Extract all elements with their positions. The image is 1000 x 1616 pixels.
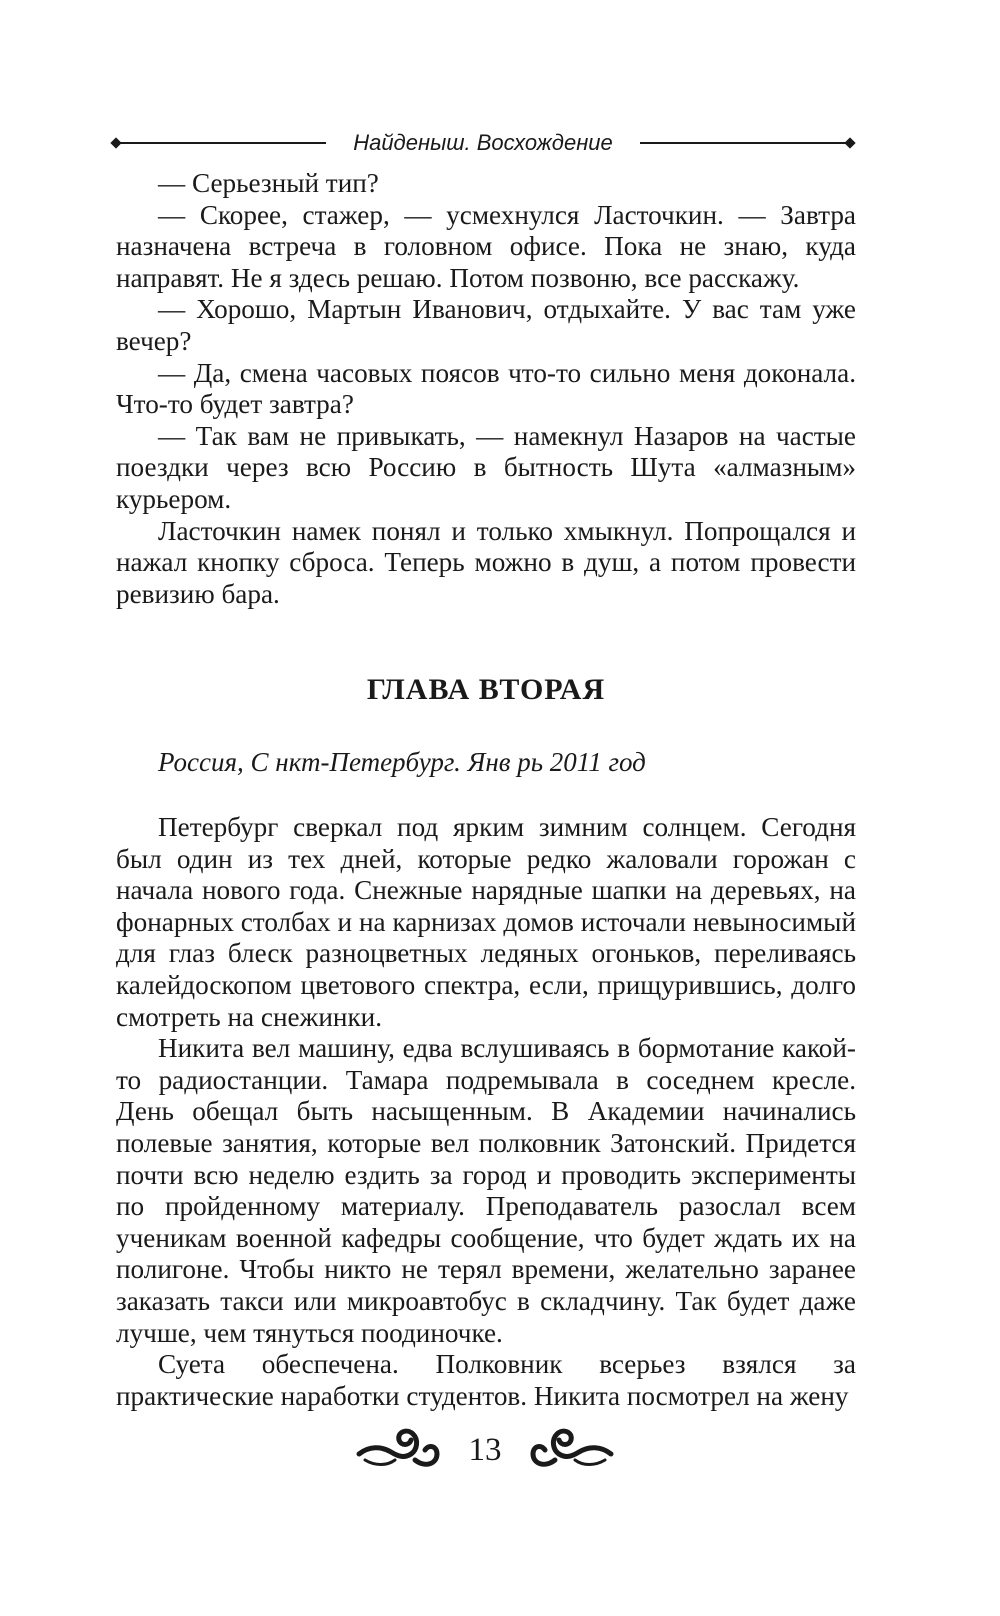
text-block-1: [116, 168, 856, 610]
chapter-title: ГЛАВА ВТОРАЯ: [366, 673, 606, 706]
paragraph: Суета обеспечена. Полковник всерьез взялся за практические наработки студентов. Никита посмотрел на жену: [116, 1349, 856, 1411]
text-block-2: [116, 812, 856, 1412]
paragraph: Ласточкин намек понял и только хмыкнул. Попрощался и нажал кнопку сброса. Теперь можно в душ, а потом провести ревизию бара.: [116, 515, 856, 609]
paragraph: — Скорее, стажер, — усмехнулся Ласточкин. — Завтра назначена встреча в головном офисе. Пока не знаю, куда направят. Не я здесь решаю. Потом позвоню, все расскажу.: [116, 199, 856, 293]
paragraph: — Да, смена часовых поясов что-то сильно меня доконала. Что-то будет завтра?: [116, 357, 856, 420]
paragraph: — Серьезный тип?: [158, 168, 379, 198]
running-title: Найденыш. Восхождение: [353, 130, 613, 155]
header-right-rule: [640, 142, 848, 144]
right-scroll-ornament-icon: [530, 1420, 615, 1480]
header-left-rule: [118, 142, 326, 144]
paragraph: Петербург сверкал под ярким зимним солнцем. Сегодня был один из тех дней, которые редко жаловали горожан с начала нового года. Снежные нарядные шапки на деревьях, на фонарных столбах и на карнизах домов источали невыносимый для глаз блеск разноцветных ледяных огоньков, переливаясь калейдоскопом цветового спектра, если, прищурившись, долго смотреть на снежинки.: [116, 812, 856, 1032]
chapter-epigraph: Россия, С нкт-Петербург. Янв рь 2011 год: [158, 747, 646, 777]
paragraph: — Хорошо, Мартын Иванович, отдыхайте. У вас там уже вечер?: [116, 294, 856, 356]
paragraph: — Так вам не привыкать, — намекнул Назаров на частые поездки через всю Россию в бытность Шута «алмазным» курьером.: [116, 420, 856, 514]
running-header: [112, 128, 854, 158]
left-scroll-ornament-icon: [355, 1420, 440, 1480]
paragraph: Никита вел машину, едва вслушиваясь в бормотание какой-то радиостанции. Тамара подремывала в соседнем кресле. День обещал быть насыщенным. В Академии начинались полевые занятия, которые вел полковник Затонский. Придется почти всю неделю ездить за город и проводить эксперименты по пройденному материалу. Преподаватель разослал всем ученикам военной кафедры сообщение, что будет ждать их на полигоне. Чтобы никто не терял времени, желательно заранее заказать такси или микроавтобус в складчину. Так будет даже лучше, чем тянуться поодиночке.: [116, 1033, 856, 1348]
header-right-diamond-ornament: [844, 137, 855, 148]
page-footer: [355, 1420, 615, 1480]
page-number: 13: [468, 1432, 502, 1468]
